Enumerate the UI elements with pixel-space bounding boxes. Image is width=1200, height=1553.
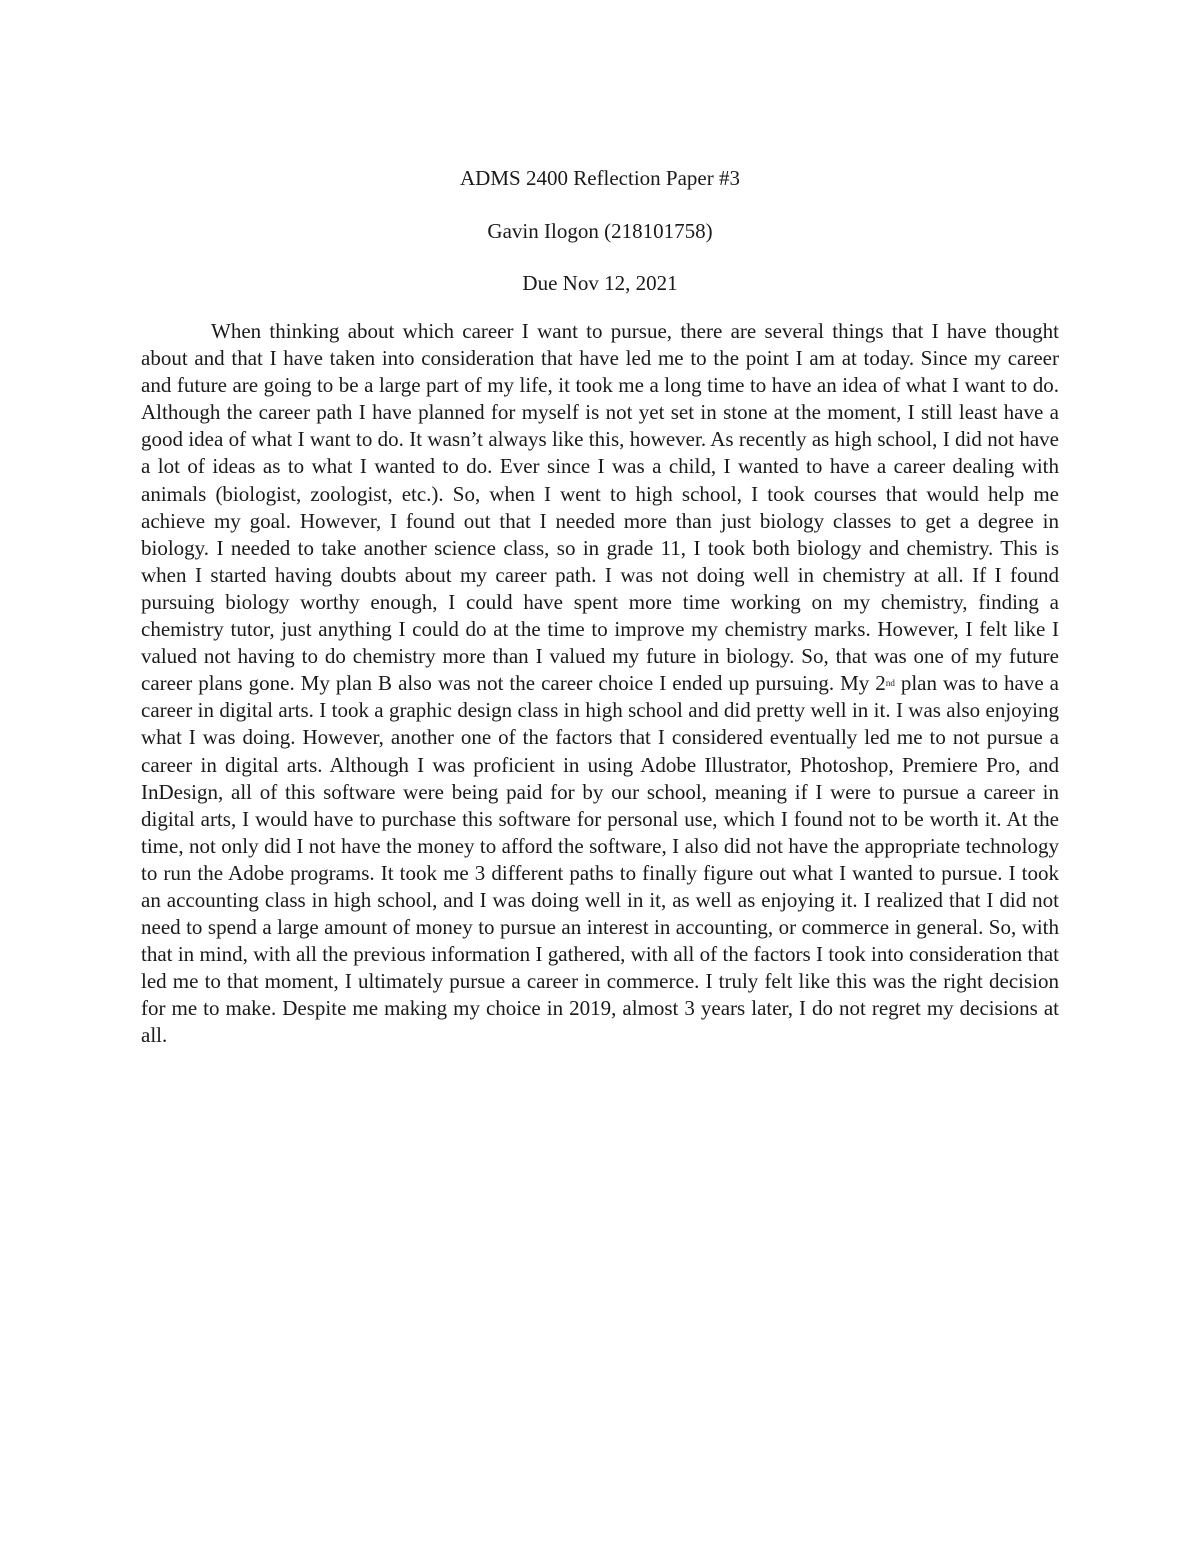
body-text-part-2: plan was to have a career in digital arts. I took a graphic design class in high school and did pretty well in it. I was also enjoying what I was doing. However, another one of the factors that I considered eventually led me to not pursue a career in digital arts. Although I was proficient in using Adobe Illustrator, Photoshop, Premiere Pro, and InDesign, all of this software were being paid for by our school, meaning if I were to pursue a career in digital arts, I would have to purchase this software for personal use, which I found not to be worth it. At the time, not only did I not have the money to afford the software, I also did not have the appropriate technology to run the Adobe programs. It took me 3 different paths to finally figure out what I wanted to pursue. I took an accounting class in high school, and I was doing well in it, as well as enjoying it. I realized that I did not need to spend a large amount of money to pursue an interest in accounting, or commerce in general. So, with that in mind, with all the previous information I gathered, with all of the factors I took into consideration that led me to that moment, I ultimately pursue a career in commerce. I truly felt like this was the right decision for me to make. Despite me making my choice in 2019, almost 3 years later, I do not regret my decisions at all.	[141, 671, 1059, 1048]
ordinal-superscript: nd	[885, 678, 895, 689]
due-date: Due Nov 12, 2021	[522, 271, 678, 295]
body-text-part-1: When thinking about which career I want to pursue, there are several things that I have thought about and that I have taken into consideration that have led me to the point I am at today. Since my career and future are going to be a large part of my life, it took me a long time to have an idea of what I want to do. Although the career path I have planned for myself is not yet set in stone at the moment, I still least have a good idea of what I want to do. It wasn’t always like this, however. As recently as high school, I did not have a lot of ideas as to what I wanted to do. Ever since I was a child, I wanted to have a career dealing with animals (biologist, zoologist, etc.). So, when I went to high school, I took courses that would help me achieve my goal. However, I found out that I needed more than just biology classes to get a degree in biology. I needed to take another science class, so in grade 11, I took both biology and chemistry. This is when I started having doubts about my career path. I was not doing well in chemistry at all. If I found pursuing biology worthy enough, I could have spent more time working on my chemistry, finding a chemistry tutor, just anything I could do at the time to improve my chemistry marks. However, I felt like I valued not having to do chemistry more than I valued my future in biology. So, that was one of my future career plans gone. My plan B also was not the career choice I ended up pursuing. My 2	[141, 319, 1059, 696]
author-line: Gavin Ilogon (218101758)	[487, 219, 713, 243]
body-paragraph	[141, 318, 1059, 1050]
document-title: ADMS 2400 Reflection Paper #3	[460, 166, 740, 190]
